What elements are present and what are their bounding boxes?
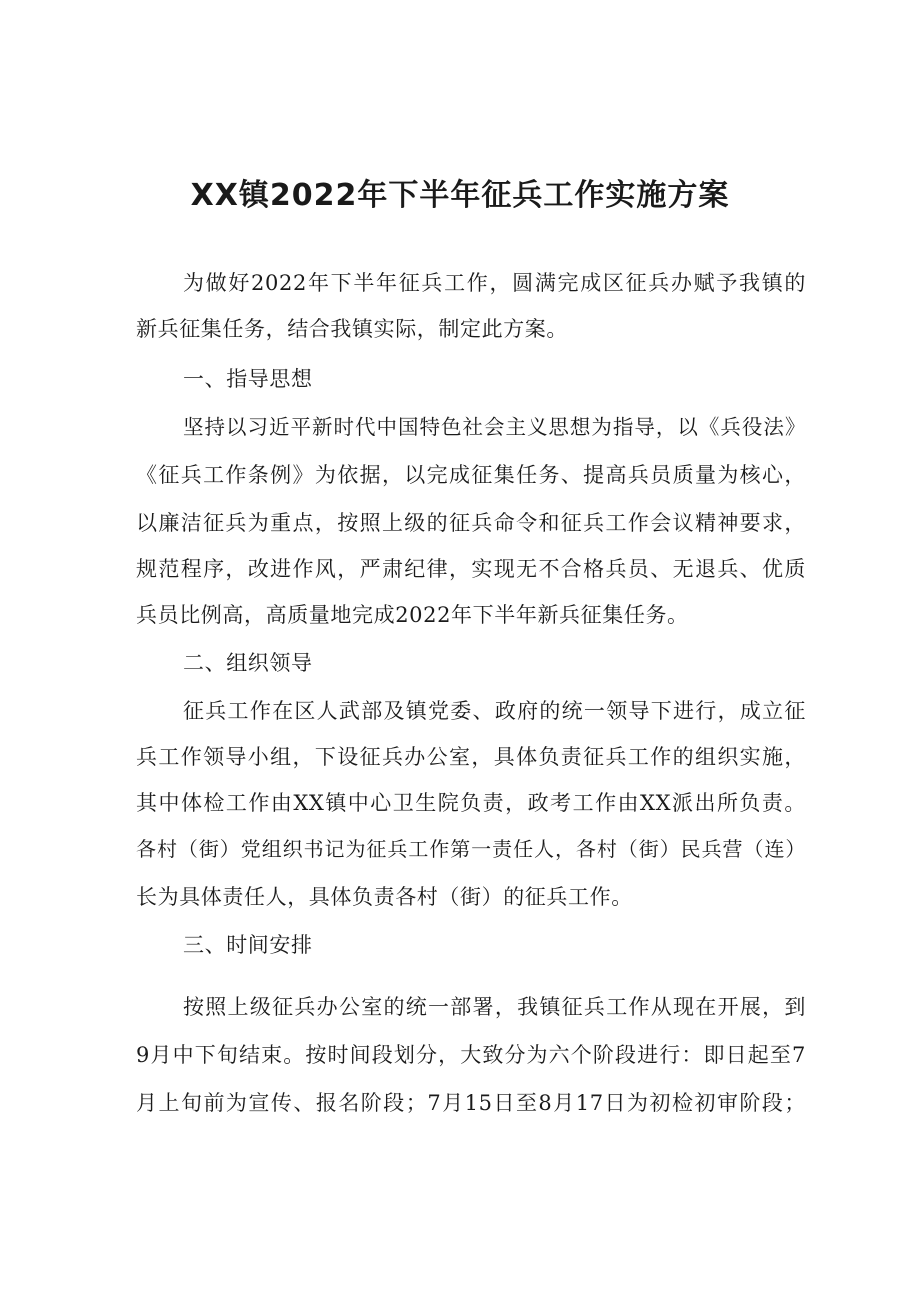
paragraph-line: 兵工作领导小组，下设征兵办公室，具体负责征兵工作的组织实施， xyxy=(136,745,806,769)
paragraph-line: 新兵征集任务，结合我镇实际，制定此方案。 xyxy=(136,317,568,341)
paragraph-line: 长为具体责任人，具体负责各村（街）的征兵工作。 xyxy=(136,885,633,909)
paragraph-line: 兵员比例高，高质量地完成2022年下半年新兵征集任务。 xyxy=(136,603,689,627)
paragraph-line: 为做好2022年下半年征兵工作，圆满完成区征兵办赋予我镇的 xyxy=(183,271,806,295)
paragraph-line: 9月中下旬结束。按时间段划分，大致分为六个阶段进行：即日起至7 xyxy=(136,1043,806,1067)
paragraph-line: 《征兵工作条例》为依据，以完成征集任务、提高兵员质量为核心， xyxy=(136,463,806,487)
section-heading-guiding-ideology: 一、指导思想 xyxy=(183,367,313,391)
section-heading-organization: 二、组织领导 xyxy=(183,651,313,675)
paragraph-line: 各村（街）党组织书记为征兵工作第一责任人，各村（街）民兵营（连） xyxy=(136,837,806,861)
paragraph-line: 月上旬前为宣传、报名阶段；7月15日至8月17日为初检初审阶段； xyxy=(136,1091,806,1115)
paragraph-line: 征兵工作在区人武部及镇党委、政府的统一领导下进行，成立征 xyxy=(183,699,806,723)
document-title: XX镇2022年下半年征兵工作实施方案 xyxy=(190,178,730,213)
paragraph-line: 其中体检工作由XX镇中心卫生院负责，政考工作由XX派出所负责。 xyxy=(136,791,806,815)
paragraph-line: 按照上级征兵办公室的统一部署，我镇征兵工作从现在开展，到 xyxy=(183,995,806,1019)
paragraph-line: 以廉洁征兵为重点，按照上级的征兵命令和征兵工作会议精神要求， xyxy=(136,511,806,535)
section-heading-schedule: 三、时间安排 xyxy=(183,933,313,957)
paragraph-line: 坚持以习近平新时代中国特色社会主义思想为指导，以《兵役法》 xyxy=(183,415,806,439)
paragraph-line: 规范程序，改进作风，严肃纪律，实现无不合格兵员、无退兵、优质 xyxy=(136,557,806,581)
